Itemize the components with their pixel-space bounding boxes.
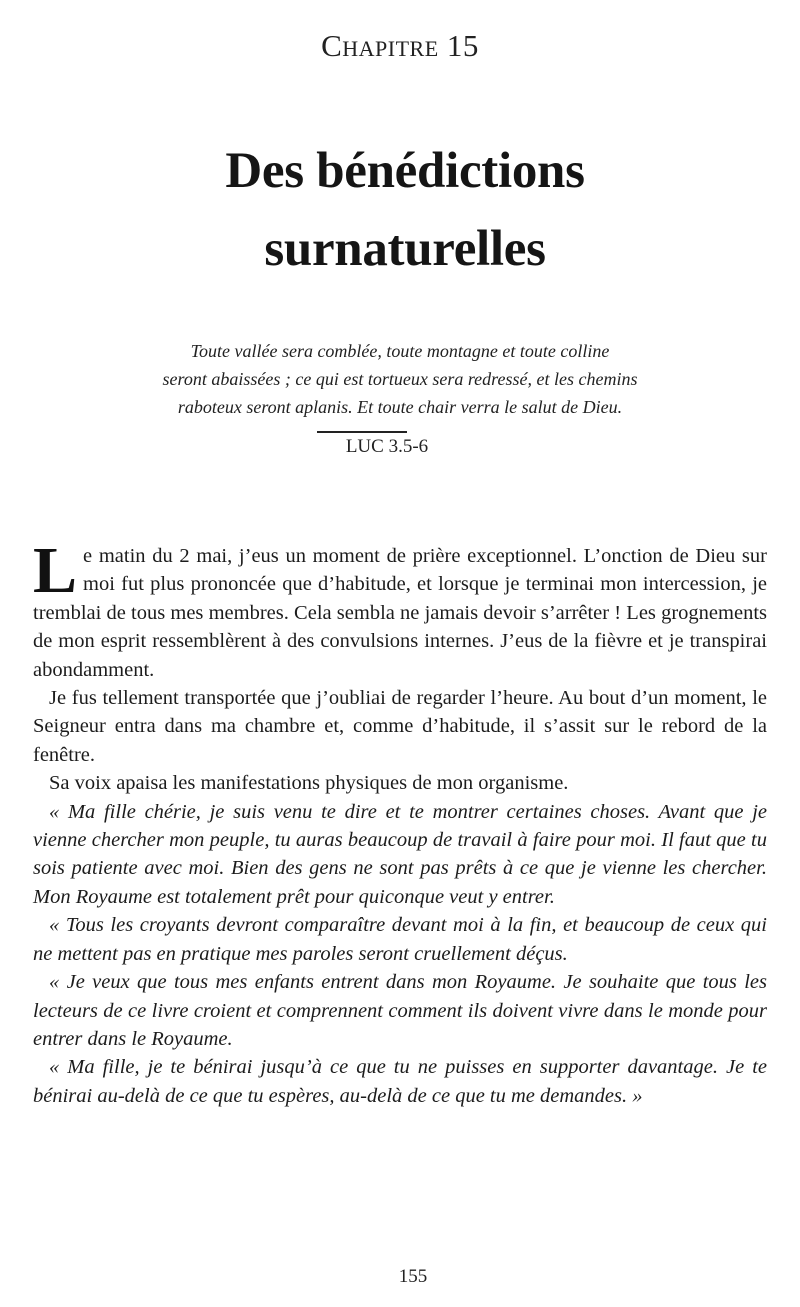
- epigraph-line: Toute vallée sera comblée, toute montagne et toute colline: [190, 341, 610, 361]
- chapter-title: [0, 132, 800, 288]
- epigraph-line: raboteux seront aplanis. Et toute chair verra le salut de Dieu.: [177, 397, 623, 417]
- epigraph-line: seront abaissées ; ce qui est tortueux sera redressé, et les chemins: [162, 369, 638, 389]
- quoted-paragraph: « Tous les croyants devront comparaître devant moi à la fin, et beaucoup de ceux qui ne mettent pas en pratique mes paroles seront cruellement déçus.: [33, 914, 767, 965]
- quoted-paragraph: « Je veux que tous mes enfants entrent dans mon Royaume. Je souhaite que tous les lecteurs de ce livre croient et comprennent comment ils doivent vivre dans le monde pour entrer dans le Royaume.: [33, 971, 767, 1050]
- paragraph: Je fus tellement transportée que j’oubliai de regarder l’heure. Au bout d’un moment, le Seigneur entra dans ma chambre et, comme d’habitude, il s’assit sur le rebord de la fenêtre.: [33, 687, 767, 766]
- epigraph: [100, 337, 700, 421]
- chapter-body: [33, 534, 767, 1110]
- epigraph-divider: [317, 431, 407, 433]
- paragraph: [33, 534, 767, 684]
- drop-cap: L: [33, 534, 78, 607]
- epigraph-reference-text: LUC 3.5-6: [345, 436, 429, 457]
- chapter-label: Chapitre 15: [321, 28, 479, 63]
- paragraph: Sa voix apaisa les manifestations physiques de mon organisme.: [49, 772, 569, 795]
- page-number: 155: [398, 1266, 428, 1287]
- chapter-title-line-1: Des bénédictions: [225, 143, 585, 199]
- chapter-title-line-2: surnaturelles: [264, 221, 546, 277]
- quoted-paragraph: « Ma fille, je te bénirai jusqu’à ce que tu ne puisses en supporter davantage. Je te bénirai au-delà de ce que tu espères, au-delà de ce que tu me demandes. »: [33, 1056, 767, 1107]
- paragraph-text: e matin du 2 mai, j’eus un moment de prière exceptionnel. L’onction de Dieu sur moi fut plus prononcée que d’habitude, et lorsque je terminai mon intercession, je tremblai de tous mes membres. Cela sembla ne jamais devoir s’arrêter ! Les grognements de mon esprit ressemblèrent à des convulsions internes. J’eus de la fièvre et je transpirai abondamment.: [33, 545, 767, 681]
- quoted-paragraph: « Ma fille chérie, je suis venu te dire et te montrer certaines choses. Avant que je vienne chercher mon peuple, tu auras beaucoup de travail à faire pour moi. Il faut que tu sois patiente avec moi. Bien des gens ne sont pas prêts à ce que je vienne les chercher. Mon Royaume est totalement prêt pour quiconque veut y entrer.: [33, 800, 767, 908]
- epigraph-reference: [0, 436, 800, 458]
